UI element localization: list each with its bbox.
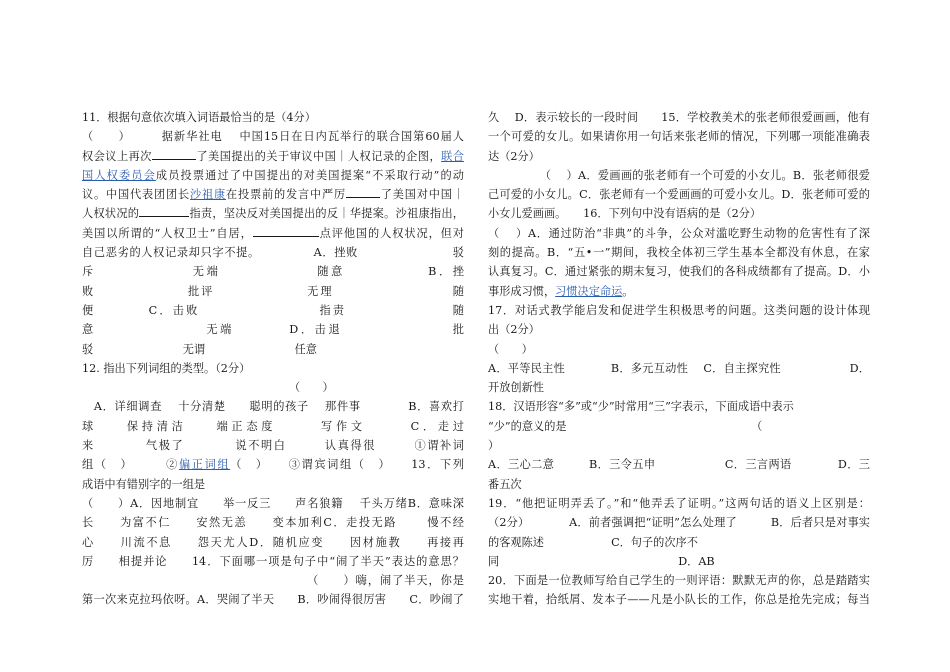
term-link[interactable]: 习惯决定命运 <box>555 284 623 298</box>
text-line: ） <box>488 439 500 453</box>
text-line: 18．汉语形容“多”或“少”时常用“三”字表示，下面成语中表示 <box>488 400 794 414</box>
text-span: 点评他国的人权状况，但对 <box>318 226 464 240</box>
text-line <box>82 185 464 204</box>
answer-blank <box>253 224 319 237</box>
text-line <box>82 204 464 223</box>
text-span: 组（ ） ② <box>82 458 179 472</box>
term-link[interactable]: 偏正词组 <box>178 458 231 472</box>
text-line: 达（2分） <box>488 149 540 163</box>
text-line: “少”的意义的是 （ <box>488 419 763 433</box>
text-line: 久 D．表示较长的一段时间 15．学校教美术的张老师很爱画画，他有 <box>488 111 870 124</box>
answer-blank <box>152 147 196 160</box>
text-line: 认真复习。C．通过紧张的期末复习，使我们的各科成绩都有了提高。D．小 <box>488 265 870 279</box>
text-line: 19．“他把证明弄丢了。”和“他弄丢了证明。”这两句话的语义上区别是： <box>488 496 870 510</box>
text-line: 第一次来克拉玛依呀。A．哭闹了半天 B．吵闹得很厉害 C．吵闹了 <box>82 593 464 607</box>
text-line: 自己恶劣的人权记录却只字不提。 A．挫败 驳 <box>82 246 464 260</box>
text-span: 议。中国代表团团长 <box>82 188 190 202</box>
text-line: （ ） <box>82 381 334 395</box>
text-line: 来 气极了 说不明白 认真得很 ①谓补词 <box>82 439 464 453</box>
text-line: 成语中有错别字的一组是 <box>82 477 206 491</box>
text-line <box>82 166 464 185</box>
text-line: 小女儿爱画画。 16．下列句中没有语病的是（2分） <box>488 207 762 221</box>
text-line: 长 为富不仁 安然无恙 变本加利C．走投无路 慢不经 <box>82 516 464 530</box>
text-span: 人权状况的 <box>82 207 140 221</box>
term-link[interactable]: 沙祖康 <box>189 188 226 202</box>
text-line <box>82 147 464 166</box>
text-span: 在投票前的发言中严厉 <box>225 188 346 202</box>
text-span: 。 <box>622 284 634 298</box>
left-column <box>82 108 464 610</box>
text-line: 同 D．AB <box>488 554 715 568</box>
term-link[interactable]: 联合 <box>441 149 464 163</box>
text-line: 厉 相提并论 14．下面哪一项是句子中“闹了半天”表达的意思？ <box>82 554 464 568</box>
text-line: （ ）A．通过防治“非典”的斗争，公众对滥吃野生动物的危害性有了深 <box>488 226 870 240</box>
text-line: （ ）A．爱画画的张老师有一个可爱的小女儿。B．张老师很爱 <box>545 168 870 182</box>
text-span: 成员投票通过了中国提出的对美国提案“不采取行动”的动 <box>155 168 464 182</box>
text-line: （ ）A．因地制宜 举一反三 声名狼籍 千头万绪B．意味深 <box>82 496 464 510</box>
text-line: 番五次 <box>488 477 522 491</box>
text-span: 指责，坚决反对美国提出的反｜华提案。沙祖康指出， <box>189 207 464 221</box>
text-line <box>488 282 870 301</box>
answer-blank <box>346 185 380 198</box>
text-line: 便 C．击败 指责 随 <box>82 303 464 317</box>
text-line: 开放创新性 <box>488 381 544 395</box>
text-line: 败 批评 无理 随 <box>82 284 464 298</box>
text-span: 权会议上再次 <box>82 149 152 163</box>
text-span: 了美国对中国｜ <box>379 188 464 202</box>
text-line: （ ）嗨，闹了半天，你是 <box>82 574 464 588</box>
text-line: （ ） <box>488 342 533 356</box>
text-line: 心 川流不息 怨天尤人D．随机应变 因材施教 再接再 <box>82 535 464 549</box>
text-span: 了美国提出的关于审议中国｜人权记录的企图， <box>195 149 442 163</box>
text-span: （ ） ③谓宾词组（ ） 13．下列 <box>230 458 464 472</box>
text-line: 12. 指出下列词组的类型。（2分） <box>82 361 251 375</box>
text-line: A．三心二意 B．三令五申 C．三言两语 D．三 <box>488 458 870 472</box>
text-span: 事形成习惯， <box>488 284 556 298</box>
text-line: 17．对话式教学能启发和促进学生积极思考的问题。这类问题的设计体现 <box>488 303 870 317</box>
text-line: 20．下面是一位教师写给自己学生的一则评语：默默无声的你，总是踏踏实 <box>488 574 870 588</box>
text-line: 驳 无谓 任意 <box>82 342 317 356</box>
text-line: 一个可爱的女儿。如果请你用一句话来张老师的情况，下列哪一项能准确表 <box>488 130 870 144</box>
text-line: A．详细调查 十分清楚 聪明的孩子 那件事 B．喜欢打 <box>82 400 464 414</box>
text-line: A．平等民主性 B．多元互动性 C．自主探究性 D． <box>488 361 870 375</box>
text-line: 球 保持清洁 端正态度 写作文 C．走过 <box>82 419 464 433</box>
text-line: 意 无端 D．击退 批 <box>82 323 464 337</box>
text-line: 刻的提高。B．“五•一”期间，我校全体初三学生基本全都没有休息，在家 <box>488 246 870 260</box>
text-line: 实地干着，拾纸屑、发本子——凡是小队长的工作，你总是抢先完成；每当 <box>488 593 870 607</box>
answer-blank <box>139 204 189 217</box>
text-line: （2分） A．前者强调把“证明”怎么处理了 B．后者只是对事实 <box>488 516 870 530</box>
text-line: （ ） 据新华社电 中国15日在日内瓦举行的联合国第60届人 <box>82 130 464 144</box>
text-line <box>82 455 464 474</box>
right-column <box>488 108 870 610</box>
text-line: 己可爱的小女儿。C．张老师有一个爱画画的可爱小女儿。D．张老师可爱的 <box>488 188 870 202</box>
term-link[interactable]: 国人权委员会 <box>82 168 156 182</box>
text-line: 11．根据句意依次填入词语最恰当的是（4分） <box>82 111 316 124</box>
text-line: 的客观陈述 C．句子的次序不 <box>488 535 698 549</box>
text-line: 出（2分） <box>488 323 540 337</box>
text-span: 美国以所谓的“人权卫士”自居， <box>82 226 253 240</box>
text-line: 斥 无端 随意 B．挫 <box>82 265 464 279</box>
text-line <box>82 224 464 243</box>
